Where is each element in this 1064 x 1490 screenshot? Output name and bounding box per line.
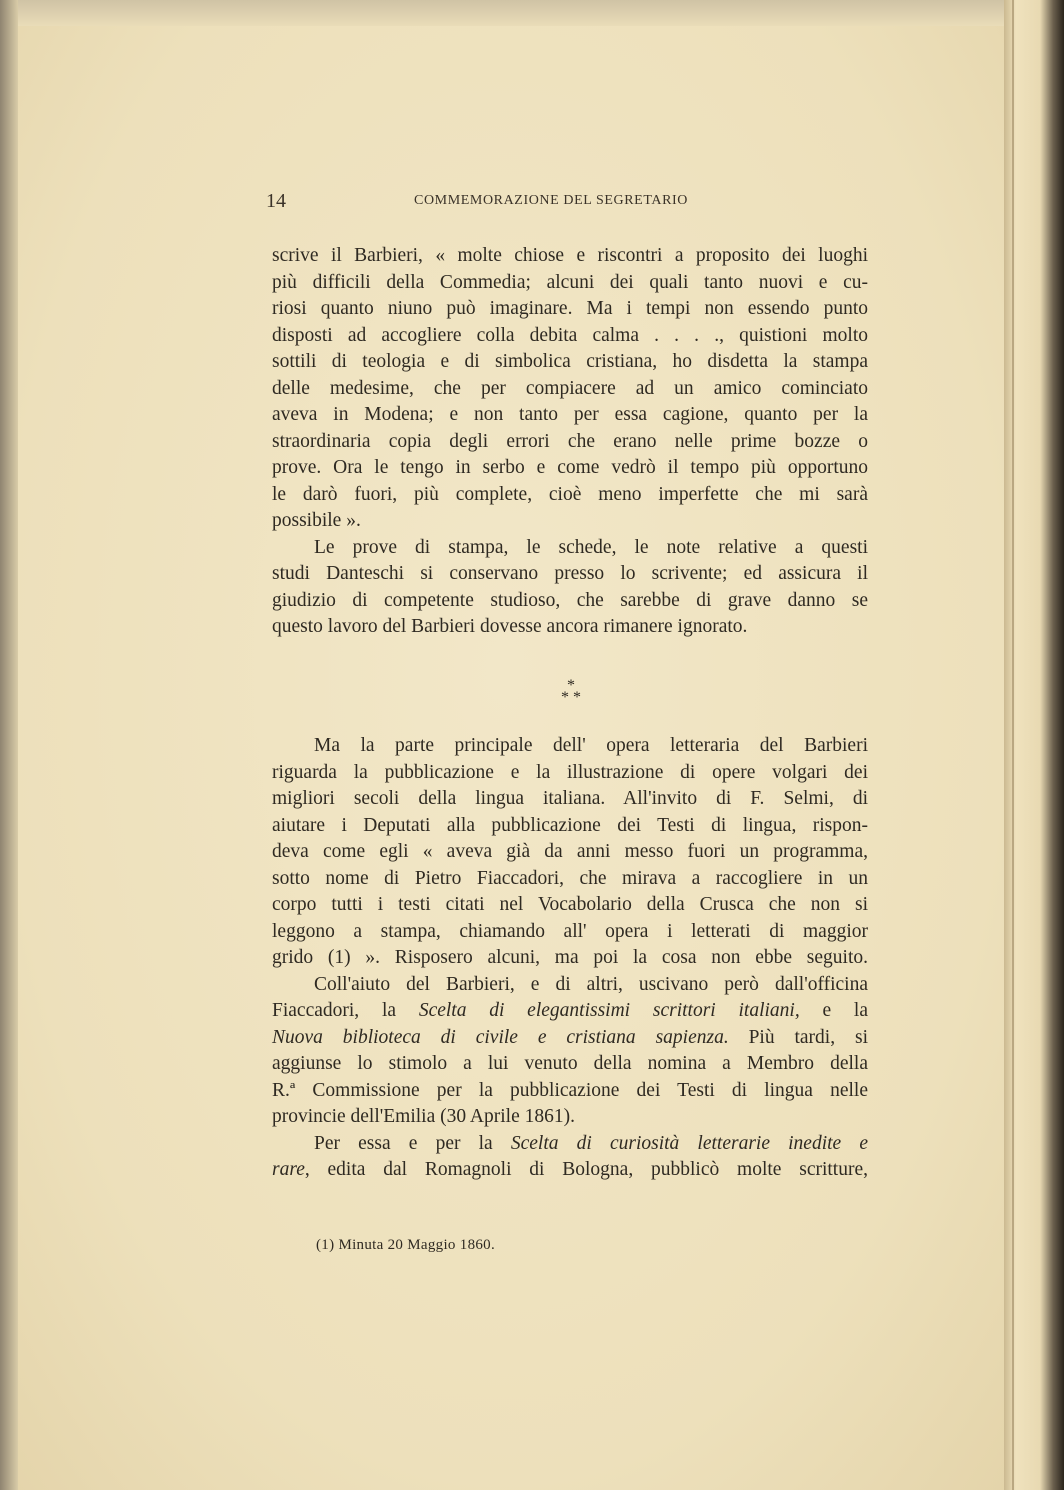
text-line	[272, 298, 868, 320]
text-run: Coll'aiuto del Barbieri, e di altri, uscivano però dall'officina	[314, 973, 868, 995]
italic-title: Nuova biblioteca di civile e cristiana sapienza.	[272, 1026, 729, 1048]
text-run: delle medesime, che per compiacere ad un amico cominciato	[272, 377, 868, 399]
text-run: aggiunse lo stimolo a lui venuto della nomina a Membro della	[272, 1053, 868, 1074]
footnote: (1) Minuta 20 Maggio 1860.	[316, 1237, 496, 1253]
text-line	[272, 1000, 868, 1022]
page-left-edge	[0, 0, 18, 1490]
running-title: COMMEMORAZIONE DEL SEGRETARIO	[414, 193, 688, 208]
text-run: Per essa e per la	[314, 1132, 511, 1154]
text-line	[272, 378, 868, 400]
text-line	[314, 1133, 868, 1155]
text-run: studi Danteschi si conservano presso lo scrivente; ed assicura il	[272, 563, 868, 584]
text-line	[272, 1159, 868, 1181]
text-run: sottili di teologia e di simbolica cristiana, ho disdetta la stampa	[272, 351, 868, 372]
page-top-edge	[0, 0, 1010, 26]
separator-bottom: * *	[561, 689, 581, 706]
text-run: sotto nome di Pietro Fiaccadori, che mirava a raccogliere in un	[272, 867, 868, 889]
text-line	[272, 590, 868, 612]
text-line	[272, 484, 868, 506]
text-run: corpo tutti i testi citati nel Vocabolario della Crusca che non si	[272, 894, 868, 915]
text-run: Ma la parte principale dell' opera letteraria del Barbieri	[314, 735, 868, 756]
text-line	[272, 1106, 868, 1128]
italic-title: rare	[272, 1159, 305, 1180]
text-run: le darò fuori, più complete, cioè meno imperfette che mi sarà	[272, 483, 868, 505]
text-run: , edita dal Romagnoli di Bologna, pubblicò molte scritture,	[304, 1159, 868, 1180]
text-run: più difficili della Commedia; alcuni dei quali tanto nuovi e cu-	[272, 271, 868, 293]
section-separator	[554, 677, 588, 706]
text-line	[272, 815, 868, 837]
text-run: aiutare i Deputati alla pubblicazione dei Testi di lingua, rispon-	[272, 814, 868, 836]
text-run: deva come egli « aveva già da anni messo fuori un programma,	[272, 841, 868, 862]
text-line	[272, 457, 868, 479]
text-line	[272, 325, 868, 347]
text-line	[272, 510, 868, 532]
text-run: riosi quanto niuno può imaginare. Ma i tempi non essendo punto	[272, 298, 868, 319]
text-run: Le prove di stampa, le schede, le note relative a questi	[314, 536, 868, 558]
text-run: Più tardi, si	[728, 1026, 868, 1048]
text-line	[272, 921, 868, 943]
text-run: e la	[799, 1000, 869, 1021]
text-run: leggono a stampa, chiamando all' opera i letterati di maggior	[272, 920, 868, 942]
text-line	[272, 762, 868, 784]
binding-fold	[1012, 0, 1014, 1490]
text-line	[314, 735, 868, 757]
text-run: migliori secoli della lingua italiana. All'invito di F. Selmi, di	[272, 788, 868, 809]
text-run: prove. Ora le tengo in serbo e come vedrò il tempo più opportuno	[272, 457, 868, 478]
text-line	[272, 947, 868, 969]
text-run: provincie dell'Emilia (30 Aprile 1861).	[272, 1106, 575, 1127]
text-line	[272, 788, 868, 810]
text-line	[272, 868, 868, 890]
text-line	[272, 351, 868, 373]
text-line	[314, 974, 868, 996]
text-run: Fiaccadori, la	[272, 1000, 419, 1021]
text-run: grido (1) ». Risposero alcuni, ma poi la cosa non ebbe seguito.	[272, 947, 868, 968]
italic-title: Scelta di elegantissimi scrittori italiani,	[418, 1000, 800, 1021]
text-line	[272, 563, 868, 585]
text-line	[272, 245, 868, 267]
text-line	[272, 1080, 868, 1102]
text-run: R.ª Commissione per la pubblicazione dei Testi di lingua nelle	[272, 1079, 868, 1101]
separator-top: *	[567, 677, 575, 694]
text-line	[314, 537, 868, 559]
text-run: disposti ad accogliere colla debita calma . . . ., quistioni molto	[272, 324, 868, 346]
text-run: aveva in Modena; e non tanto per essa cagione, quanto per la	[272, 404, 868, 425]
text-line	[272, 841, 868, 863]
text-line	[272, 272, 868, 294]
text-run: giudizio di competente studioso, che sarebbe di grave danno se	[272, 589, 868, 611]
page-number: 14	[266, 190, 286, 212]
text-run: straordinaria copia degli errori che erano nelle prime bozze o	[272, 430, 868, 452]
italic-title: Scelta di curiosità letterarie inedite e	[510, 1132, 869, 1154]
text-run: possibile ».	[272, 510, 361, 531]
text-run: scrive il Barbieri, « molte chiose e riscontri a proposito dei luoghi	[272, 245, 868, 266]
text-line	[272, 616, 868, 638]
text-line	[272, 431, 868, 453]
text-line	[272, 1027, 868, 1049]
text-run: riguarda la pubblicazione e la illustrazione di opere volgari dei	[272, 761, 868, 783]
text-line	[272, 404, 868, 426]
text-line	[272, 1053, 868, 1075]
text-line	[272, 894, 868, 916]
text-run: questo lavoro del Barbieri dovesse ancora rimanere ignorato.	[272, 616, 748, 637]
page-header	[266, 190, 726, 214]
